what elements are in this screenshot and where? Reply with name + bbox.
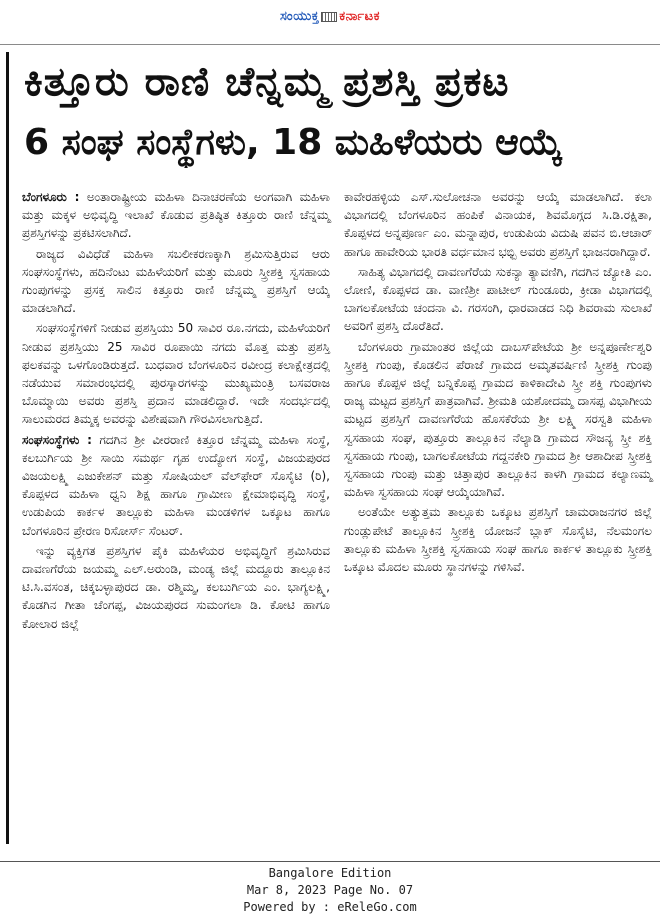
footer-powered-by: Powered by : eReleGo.com	[243, 900, 417, 914]
logo-emblem-icon	[321, 12, 337, 22]
article-left-rule	[6, 52, 9, 844]
article	[6, 52, 658, 844]
logo-part1: ಸಂಯುಕ್ತ	[280, 9, 320, 24]
paragraph-text: ಅಂತಾರಾಷ್ಟ್ರೀಯ ಮಹಿಳಾ ದಿನಾಚರಣೆಯ ಅಂಗವಾಗಿ ಮಹಿಳಾ ಮತ್ತು ಮಕ್ಕಳ ಅಭಿವೃದ್ಧಿ ಇಲಾಖೆ ಕೊಡುವ ಪ್ರತಿಷ್ಠಿತ ಕಿತ್ತೂರು ರಾಣಿ ಚೆನ್ನಮ್ಮ ಪ್ರಶಸ್ತಿಗಳನ್ನು ಪ್ರಕಟಿಸಲಾಗಿದೆ.	[22, 190, 330, 241]
paragraph: ಸಾಹಿತ್ಯ ವಿಭಾಗದಲ್ಲಿ ದಾವಣಗೆರೆಯ ಸುಕನ್ಯಾ ತ್ಯಾವಣಿಗಿ, ಗದಗಿನ ಜ್ಯೋತಿ ಎಂ. ಲೋಣಿ, ಕೊಪ್ಪಳದ ಡಾ. ವಾಣಿಶ್ರೀ ಪಾಟೀಲ್ ಗುಂಡೂರು, ಕ್ರೀಡಾ ವಿಭಾಗದಲ್ಲಿ ಬಾಗಲಕೋಟೆಯ ಚಂದನಾ ವಿ. ಗರಸಂಗಿ, ಧಾರವಾಡದ ನಿಧಿ ಶಿವರಾಮ ಸುಲಾಖೆ ಅವರಿಗೆ ಪ್ರಶಸ್ತಿ ದೊರೆತಿದೆ.	[344, 264, 652, 334]
footer	[0, 861, 660, 918]
article-column-left	[22, 188, 330, 635]
masthead	[0, 0, 660, 45]
newspaper-logo	[0, 9, 660, 24]
subhead: ಸಂಘಸಂಸ್ಥೆಗಳು :	[22, 432, 92, 447]
paragraph	[22, 188, 330, 243]
headline-line1: ಕಿತ್ತೂರು ರಾಣಿ ಚೆನ್ನಮ್ಮ ಪ್ರಶಸ್ತಿ ಪ್ರಕಟ	[24, 59, 510, 105]
dateline: ಬೆಂಗಳೂರು :	[22, 190, 80, 204]
headline-line2: 6 ಸಂಘ ಸಂಸ್ಥೆಗಳು, 18 ಮಹಿಳೆಯರು ಆಯ್ಕೆ	[24, 122, 563, 163]
paragraph: ಇನ್ನು ವ್ಯಕ್ತಿಗತ ಪ್ರಶಸ್ತಿಗಳ ಪೈಕಿ ಮಹಿಳೆಯರ ಅಭಿವೃದ್ಧಿಗೆ ಶ್ರಮಿಸಿರುವ ದಾವಣಗೆರೆಯ ಜಯಮ್ಮ ಎಲ್.ಅರುಂಡಿ, ಮಂಡ್ಯ ಜಿಲ್ಲೆ ಮದ್ದೂರು ತಾಲ್ಲೂಕಿನ ಟಿ.ಸಿ.ವಸಂತ, ಚಿಕ್ಕಬಳ್ಳಾಪುರದ ಡಾ. ರಶ್ಮಿಮ್ಮ, ಕಲಬುರ್ಗಿಯ ಎಂ. ಭಾಗ್ಯಲಕ್ಷ್ಮಿ, ಕೊಡಗಿನ ಗೀತಾ ಚೆಂಗಪ್ಪ, ವಿಜಯಪುರದ ಸುಮಂಗಲಾ ಡಿ. ಕೋಟಿ ಹಾಗೂ ಕೋಲಾರ ಜಿಲ್ಲೆ	[22, 543, 330, 631]
paragraph: ರಾಜ್ಯದ ವಿವಿಧೆಡೆ ಮಹಿಳಾ ಸಬಲೀಕರಣಕ್ಕಾಗಿ ಶ್ರಮಿಸುತ್ತಿರುವ ಆರು ಸಂಘಸಂಸ್ಥೆಗಳು, ಹದಿನೆಂಟು ಮಹಿಳೆಯರಿಗೆ ಮತ್ತು ಮೂರು ಸ್ತ್ರೀಶಕ್ತಿ ಸ್ವಸಹಾಯ ಗುಂಪುಗಳನ್ನು ಪ್ರಸಕ್ತ ಸಾಲಿನ ಕಿತ್ತೂರು ರಾಣಿ ಚೆನ್ನಮ್ಮ ಪ್ರಶಸ್ತಿಗೆ ಆಯ್ಕೆ ಮಾಡಲಾಗಿದೆ.	[22, 246, 330, 316]
logo-part2: ಕರ್ನಾಟಕ	[339, 9, 380, 24]
paragraph: ಸಂಘಸಂಸ್ಥೆಗಳಿಗೆ ನೀಡುವ ಪ್ರಶಸ್ತಿಯು 50 ಸಾವಿರ ರೂ.ನಗದು, ಮಹಿಳೆಯರಿಗೆ ನೀಡುವ ಪ್ರಶಸ್ತಿಯು 25 ಸಾವಿರ ರೂಪಾಯಿ ನಗದು ಮೊತ್ತ ಮತ್ತು ಪ್ರಶಸ್ತಿ ಫಲಕವನ್ನು ಒಳಗೊಂಡಿರುತ್ತದೆ. ಬುಧವಾರ ಬೆಂಗಳೂರಿನ ರವೀಂದ್ರ ಕಲಾಕ್ಷೇತ್ರದಲ್ಲಿ ನಡೆಯುವ ಸಮಾರಂಭದಲ್ಲಿ ಪುರಸ್ಕಾರಗಳನ್ನು ಮುಖ್ಯಮಂತ್ರಿ ಬಸವರಾಜ ಬೊಮ್ಮಾಯಿ ಅವರು ಪ್ರಶಸ್ತಿ ಪ್ರದಾನ ಮಾಡಲಿದ್ದಾರೆ. ಇದೇ ಸಂದರ್ಭದಲ್ಲಿ ಸಾಲುಮರದ ತಿಮ್ಮಕ್ಕ ಅವರನ್ನು ವಿಶೇಷವಾಗಿ ಗೌರವಿಸಲಾಗುತ್ತಿದೆ.	[22, 321, 330, 427]
paragraph: ಬೆಂಗಳೂರು ಗ್ರಾಮಾಂತರ ಜಿಲ್ಲೆಯ ದಾಬಸ್‌ಪೇಟೆಯ ಶ್ರೀ ಅನ್ನಪೂರ್ಣೇಶ್ವರಿ ಸ್ತ್ರೀಶಕ್ತಿ ಗುಂಪು, ಕೊಡಲಿನ ಪೆರಾಜೆ ಗ್ರಾಮದ ಅಮೃತವರ್ಷಿಣಿ ಸ್ತ್ರೀಶಕ್ತಿ ಗುಂಪು ಹಾಗೂ ಕೊಪ್ಪಳ ಜಿಲ್ಲೆ ಬನ್ನಿಕೊಪ್ಪ ಗ್ರಾಮದ ಕಾಳಿಕಾದೇವಿ ಸ್ತ್ರೀ ಶಕ್ತಿ ಗುಂಪುಗಳು ರಾಜ್ಯ ಮಟ್ಟದ ಪ್ರಶಸ್ತಿಗೆ ಪಾತ್ರವಾಗಿವೆ. ಶ್ರೀಮತಿ ಯಶೋದಮ್ಮ ದಾಸಪ್ಪ ವಿಭಾಗೀಯ ಮಟ್ಟದ ಪ್ರಶಸ್ತಿಗೆ ದಾವಣಗೆರೆಯ ಹೊಸಕೆರೆಯ ಶ್ರೀ ಲಕ್ಷ್ಮಿ ಸರಸ್ವತಿ ಮಹಿಳಾ ಸ್ವಸಹಾಯ ಸಂಘ, ಪುತ್ತೂರು ತಾಲ್ಲೂಕಿನ ನೆಲ್ಯಾಡಿ ಗ್ರಾಮದ ಸೌಜನ್ಯ ಸ್ತ್ರೀ ಶಕ್ತಿ ಸ್ವಸಹಾಯ ಗುಂಪು, ಬಾಗಲಕೋಟೆಯ ಗದ್ದನಕೇರಿ ಗ್ರಾಮದ ಶ್ರೀ ಆಶಾದೀಪ ಸ್ತ್ರೀಶಕ್ತಿ ಸ್ವಸಹಾಯ ಗುಂಪು ಮತ್ತು ಚಿತ್ತಾಪುರ ತಾಲ್ಲೂಕಿನ ಕಾಳಗಿ ಗ್ರಾಮದ ಕಲ್ಯಾಣಮ್ಮ ಮಹಿಳಾ ಸ್ವಸಹಾಯ ಸಂಘ ಆಯ್ಕೆಯಾಗಿವೆ.	[344, 339, 652, 500]
footer-edition: Bangalore Edition	[268, 866, 392, 880]
paragraph: ಕಾವೇರಹಳ್ಳಿಯ ಎಸ್.ಸುಲೋಚನಾ ಅವರನ್ನು ಆಯ್ಕೆ ಮಾಡಲಾಗಿದೆ. ಕಲಾ ವಿಭಾಗದಲ್ಲಿ ಬೆಂಗಳೂರಿನ ಹಂಪಿಕೆ ವಿನಾಯಕ, ಶಿವಮೊಗ್ಗದ ಸಿ.ಡಿ.ರಕ್ಷಿತಾ, ಕೊಪ್ಪಳದ ಅನ್ನಪೂರ್ಣ ಎಂ. ಮನ್ನಾಪುರ, ಉಡುಪಿಯ ವಿದುಷಿ ಪವನ ಬಿ.ಆಚಾರ್ ಹಾಗೂ ಹಾವೇರಿಯ ಭಾರತಿ ವರ್ಧಮಾನ ಭಭ್ಬಿ ಅವರು ಪ್ರಶಸ್ತಿಗೆ ಭಾಜನರಾಗಿದ್ದಾರೆ.	[344, 190, 652, 259]
paragraph-text: ಗದಗಿನ ಶ್ರೀ ವೀರರಾಣಿ ಕಿತ್ತೂರ ಚೆನ್ನಮ್ಮ ಮಹಿಳಾ ಸಂಸ್ಥೆ, ಕಲಬುರ್ಗಿಯ ಶ್ರೀ ಸಾಯಿ ಸಮರ್ಥ ಗೃಹ ಉದ್ಯೋಗ ಸಂಸ್ಥೆ, ವಿಜಯಪುರದ ವಿಜಯಲಕ್ಷ್ಮಿ ಎಜುಕೇಶನ್ ಮತ್ತು ಸೋಷಿಯಲ್ ವೆಲ್‌ಫೇರ್ ಸೊಸೈಟಿ (ರಿ), ಕೊಪ್ಪಳದ ಮಹಿಳಾ ಧ್ವನಿ ಶಿಕ್ಷ ಹಾಗೂ ಗ್ರಾಮೀಣ ಕ್ಷೇಮಾಭಿವೃದ್ಧಿ ಸಂಸ್ಥೆ, ಉಡುಪಿಯ ಕಾರ್ಕಳ ತಾಲ್ಲೂಕು ಮಹಿಳಾ ಮಂಡಳಿಗಳ ಒಕ್ಕೂಟ ಹಾಗೂ ಬೆಂಗಳೂರಿನ ಪ್ರೇರಣ ರಿಸೋರ್ಸ್ ಸೆಂಟರ್.	[22, 432, 330, 538]
footer-date-page: Mar 8, 2023 Page No. 07	[246, 883, 414, 897]
article-column-right	[344, 188, 652, 578]
paragraph	[22, 431, 330, 540]
paragraph: ಅಂತೆಯೇ ಅತ್ಯುತ್ತಮ ತಾಲ್ಲೂಕು ಒಕ್ಕೂಟ ಪ್ರಶಸ್ತಿಗೆ ಚಾಮರಾಜನಗರ ಜಿಲ್ಲೆ ಗುಂಡ್ಲುಪೇಟೆ ತಾಲ್ಲೂಕಿನ ಸ್ತ್ರೀಶಕ್ತಿ ಯೋಜನೆ ಬ್ಲಾಕ್ ಸೊಸೈಟಿ, ನೆಲಮಂಗಲ ತಾಲ್ಲೂಕು ಮಹಿಳಾ ಸ್ತ್ರೀಶಕ್ತಿ ಸ್ವಸಹಾಯ ಸಂಘ ಹಾಗೂ ಕಾರ್ಕಳ ತಾಲ್ಲೂಕು ಸ್ತ್ರೀಶಕ್ತಿ ಒಕ್ಕೂಟ ಮೊದಲ ಮೂರು ಸ್ಥಾನಗಳನ್ನು ಗಳಿಸಿವೆ.	[344, 505, 652, 575]
